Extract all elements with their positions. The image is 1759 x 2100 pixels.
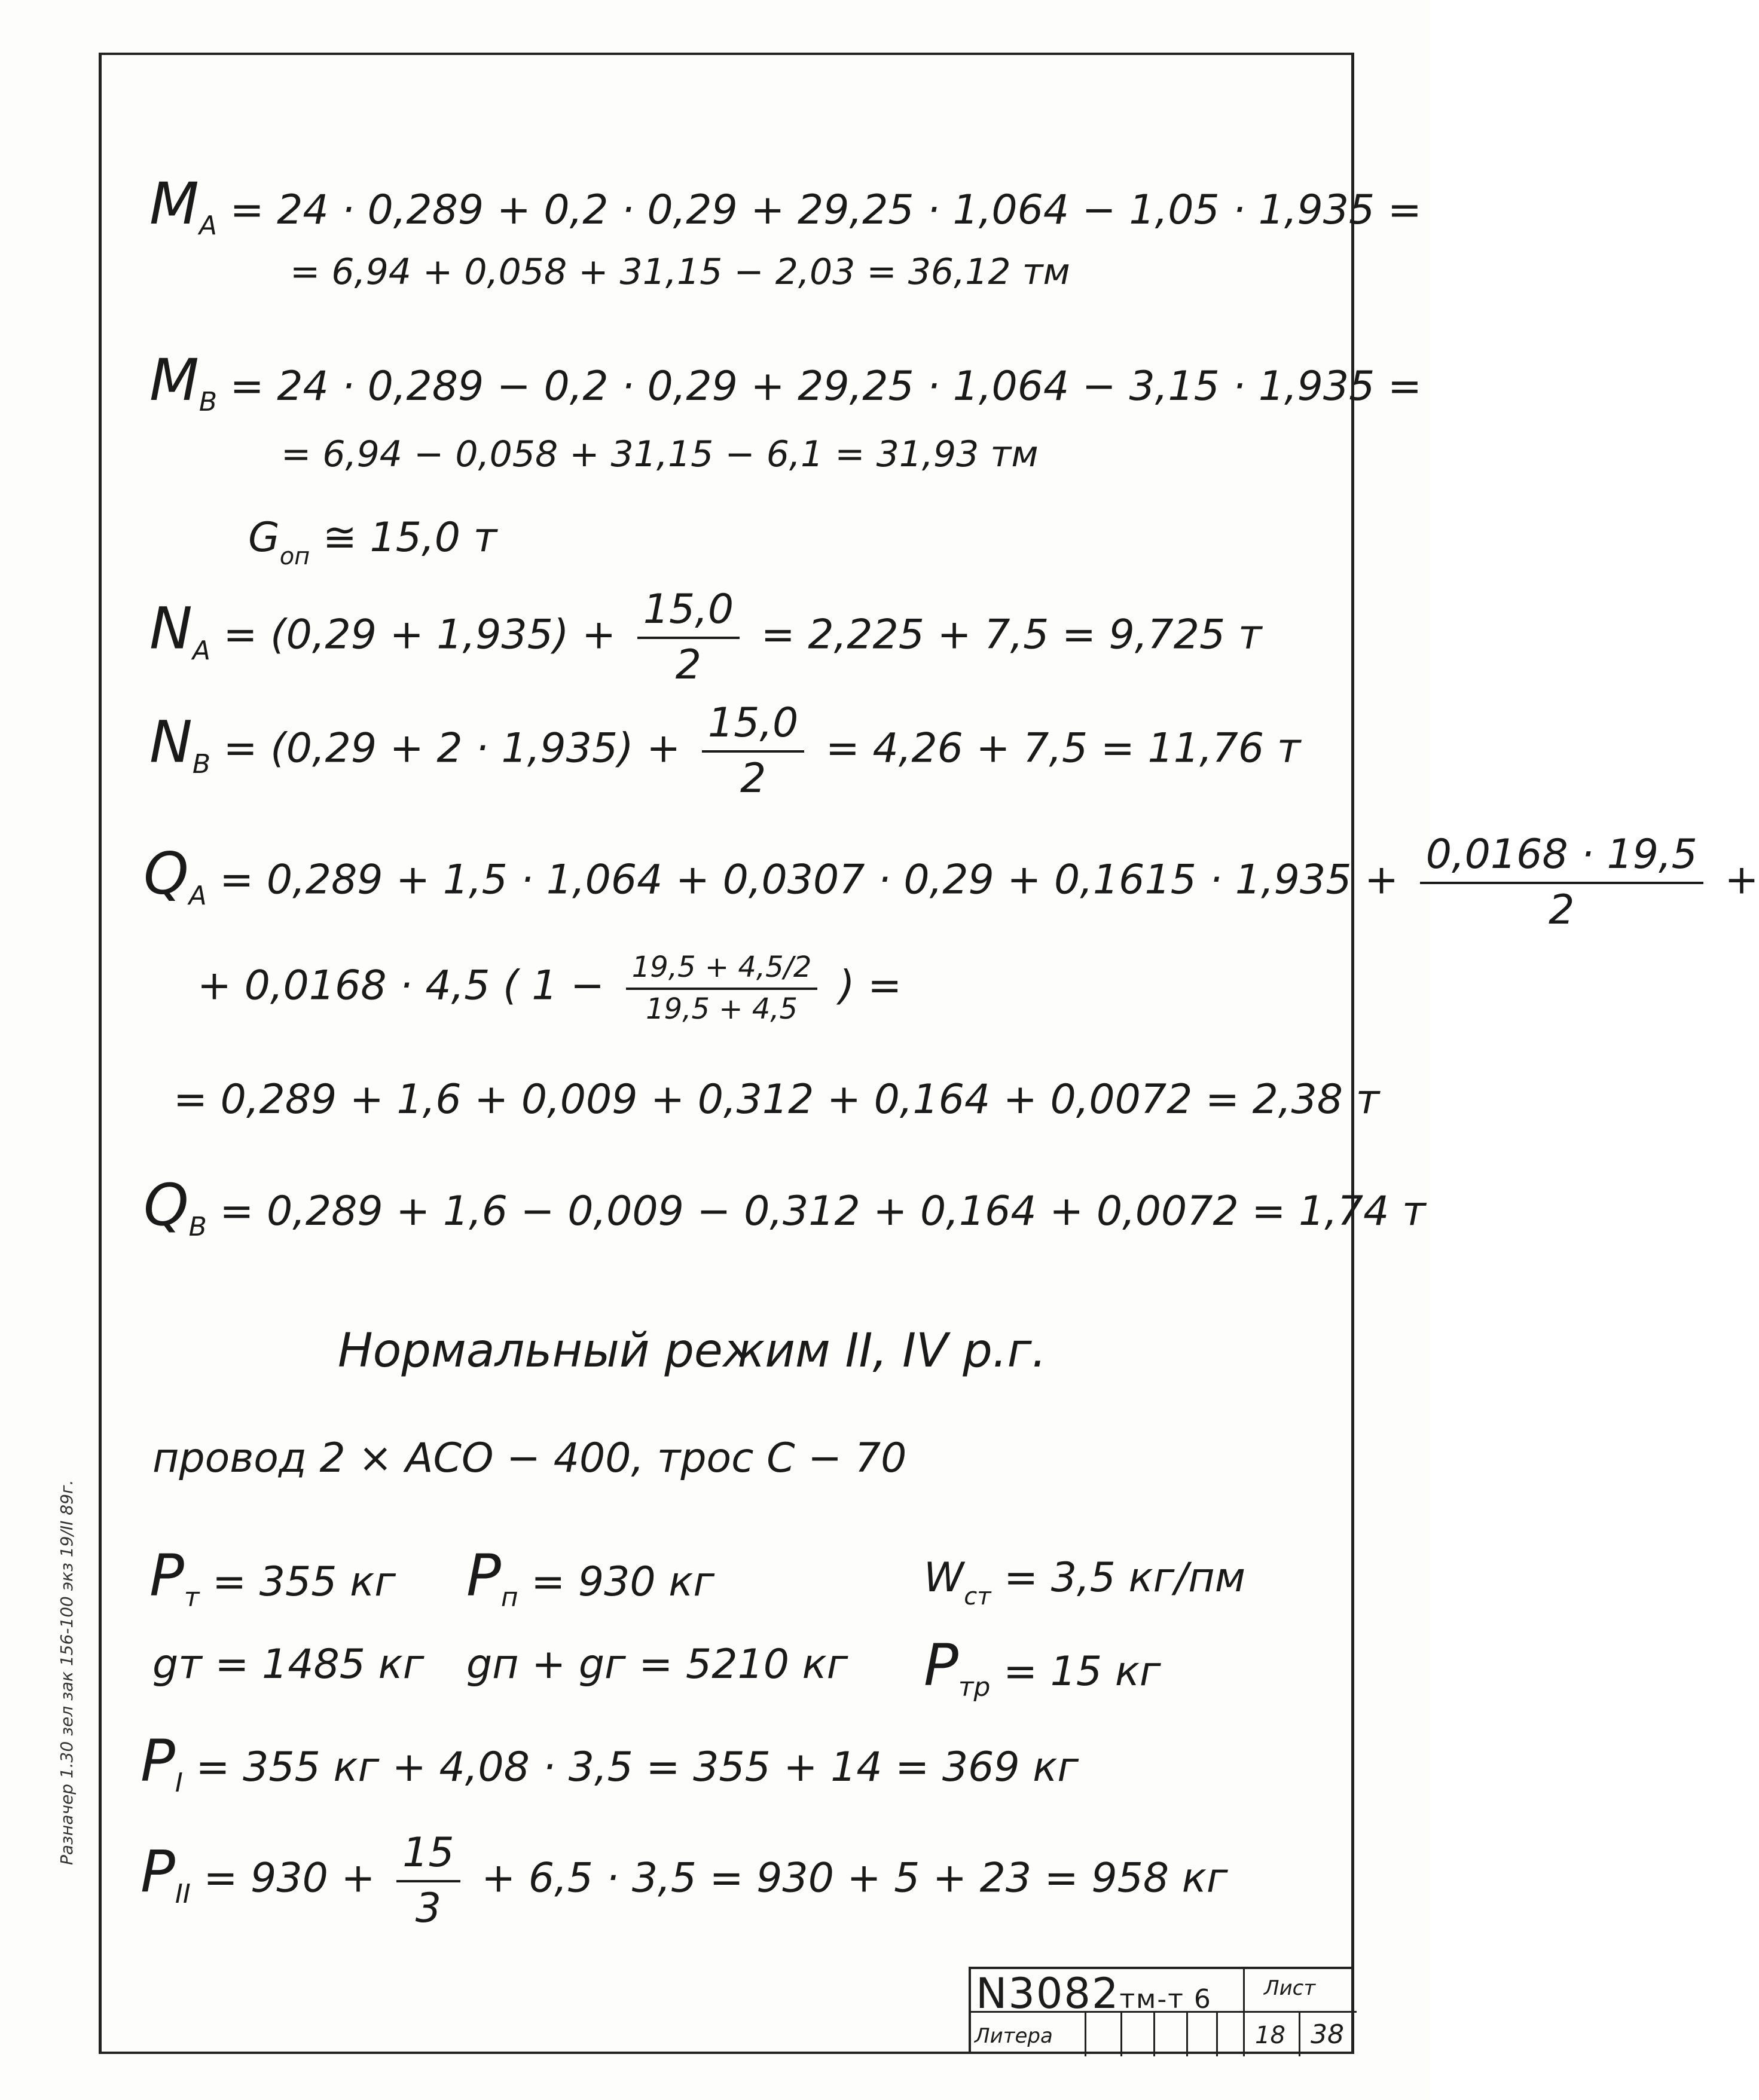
pII-fraction: $\frac{15}{3}$	[396, 1829, 460, 1932]
stamp-divider	[1120, 2011, 1122, 2056]
stamp-divider	[1186, 2011, 1188, 2056]
qa-inner-fraction: $\frac{19,5 + 4,5/2}{19,5 + 4,5}$	[626, 950, 818, 1026]
load-wct: $W_{ст} = 3,5$ кг/пм	[924, 1554, 1245, 1610]
section-heading: Нормальный режим II, IV р.г.	[338, 1324, 1047, 1378]
sheets-total: 38	[1311, 2019, 1344, 2050]
na-fraction: $\frac{15,0}{2}$	[637, 586, 740, 689]
title-block	[969, 1967, 1354, 2054]
stamp-divider	[1299, 2011, 1300, 2056]
formula-qa-line2: + 0,0168 · 4,5 ( 1 − $\frac{19,5 + 4,5/2}{19,5 + 4,5}$ ) =	[197, 950, 902, 1026]
formula-gon: $G_{оп}$ ≅ 15,0 т	[248, 514, 497, 570]
formula-ma-line2: = 6,94 + 0,058 + 31,15 − 2,03 = 36,12 тм	[290, 251, 1070, 293]
doc-number: N3082тм-т 6	[976, 1969, 1212, 2018]
load-gt: gт = 1485 кг	[152, 1641, 425, 1688]
formula-qa-line3: = 0,289 + 1,6 + 0,009 + 0,312 + 0,164 + 0,0072 = 2,38 т	[173, 1076, 1380, 1123]
formula-ma-line1: $M_A = 24 \cdot 0,289 + 0,2 \cdot 0,29 + 29,25 \cdot 1,064 - 1,05 \cdot 1,935$ =	[149, 170, 1422, 241]
load-gn-gr: gп + gг = 5210 кг	[466, 1641, 848, 1688]
sheet-number: 18	[1255, 2022, 1285, 2049]
sheet-label: Лист	[1264, 1976, 1316, 2000]
load-pI: $P_I = 355$ кг + 4,08 · 3,5 = 355 + 14 = 369 кг	[141, 1728, 1079, 1798]
load-pII: $P_{II} = 930$ + $\frac{15}{3}$ + 6,5 · 3,5 = 930 + 5 + 23 = 958 кг	[141, 1829, 1228, 1932]
nb-fraction: $\frac{15,0}{2}$	[702, 699, 804, 802]
formula-qa-line1: $Q_A = 0,289 + 1,5 \cdot 1,064 + 0,0307 \cdot 0,29 + 0,1615 \cdot 1,935$ + $\frac{0,0168 \cdot 19,5}{2}$ +	[143, 831, 1759, 934]
load-pn: $P_п = 930$ кг	[466, 1542, 715, 1613]
stamp-divider	[1216, 2011, 1218, 2056]
litera-label: Литера	[975, 2024, 1053, 2048]
wire-spec: провод 2 × АСО − 400, трос С − 70	[152, 1435, 907, 1482]
stamp-divider	[1243, 1969, 1245, 2056]
formula-mb-line1: $M_B = 24 \cdot 0,289 - 0,2 \cdot 0,29 + 29,25 \cdot 1,064 - 3,15 \cdot 1,935$ =	[149, 347, 1422, 417]
qa-fraction: $\frac{0,0168 \cdot 19,5}{2}$	[1420, 831, 1703, 934]
formula-mb-line2: = 6,94 − 0,058 + 31,15 − 6,1 = 31,93 тм	[281, 433, 1039, 475]
load-ptr: $P_{тр} = 15$ кг	[924, 1632, 1161, 1702]
formula-nb: $N_B = (0,29 + 2 \cdot 1,935)$ + $\frac{15,0}{2}$ = 4,26 + 7,5 = 11,76 т	[149, 699, 1301, 802]
formula-qb: $Q_B = 0,289 + 1,6 - 0,009 - 0,312 + 0,164 + 0,0072 = 1,74$ т	[143, 1172, 1426, 1242]
stamp-divider	[1085, 2011, 1086, 2056]
stamp-divider	[1153, 2011, 1155, 2056]
load-pt: $P_т = 355$ кг	[149, 1542, 396, 1613]
formula-na: $N_A = (0,29 + 1,935)$ + $\frac{15,0}{2}$ = 2,225 + 7,5 = 9,725 т	[149, 586, 1262, 689]
side-note: Разначер 1.30 зел зак 156-100 экз 19/II 89г.	[57, 1480, 77, 1865]
